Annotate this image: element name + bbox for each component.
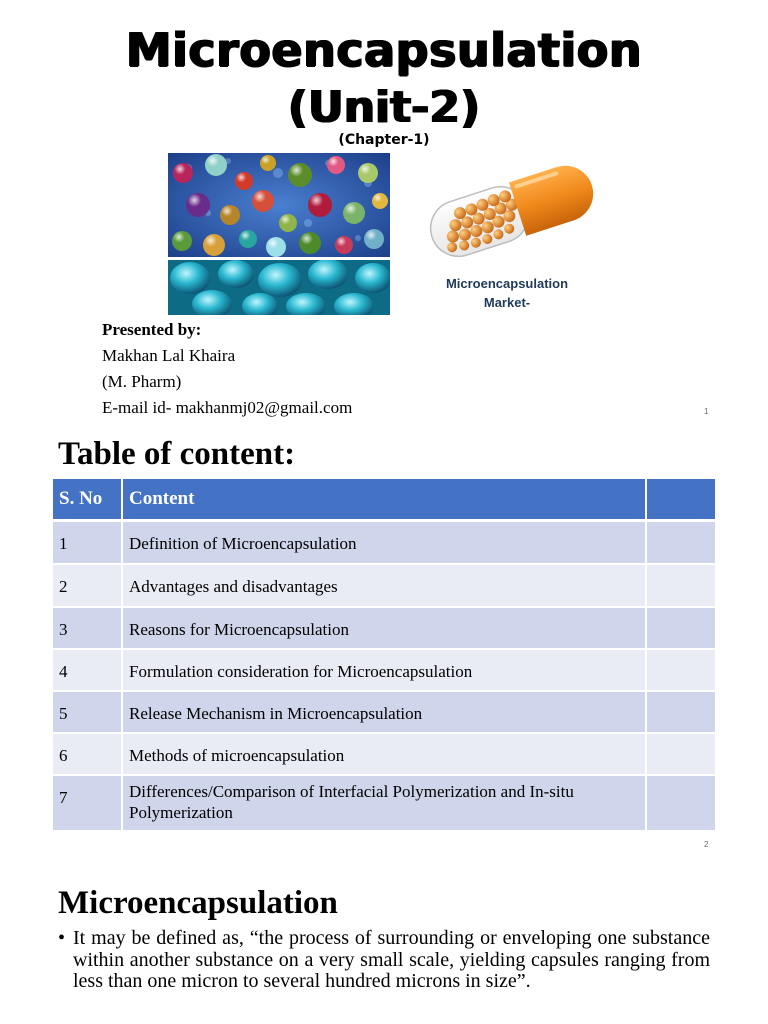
beads-photo-top <box>168 153 390 257</box>
table-row <box>53 649 715 691</box>
row-content: Reasons for Microencapsulation <box>122 607 646 649</box>
bullet-icon: • <box>58 927 66 949</box>
toc-title: Table of content: <box>58 436 296 472</box>
slide-title: Microencapsulation <box>125 23 643 77</box>
row-sno: 6 <box>53 733 122 775</box>
presented-by-label: Presented by: <box>102 320 202 339</box>
row-content: Definition of Microencapsulation <box>122 521 646 564</box>
row-extra <box>646 775 715 831</box>
row-extra <box>646 733 715 775</box>
row-content: Differences/Comparison of Interfacial Polymerization and In-situ Polymerization <box>122 775 646 831</box>
table-row <box>53 607 715 649</box>
row-content: Formulation consideration for Microencapsulation <box>122 649 646 691</box>
market-caption-line1: Microencapsulation <box>445 276 569 291</box>
row-extra <box>646 649 715 691</box>
table-row <box>53 733 715 775</box>
toc-header-sno: S. No <box>53 479 122 521</box>
toc-header-row <box>53 479 715 521</box>
section-heading: Microencapsulation <box>58 885 338 921</box>
slide-number-2: 2 <box>704 840 709 849</box>
row-sno: 7 <box>53 775 122 831</box>
beads-photo-bottom <box>168 260 390 315</box>
row-extra <box>646 521 715 564</box>
row-extra <box>646 564 715 607</box>
definition-text: It may be defined as, “the process of surrounding or enveloping one substance within another substance on a very small scale, yielding capsules ranging from less than one micron to several hundred microns in size”. <box>73 927 710 992</box>
row-extra <box>646 607 715 649</box>
toc-table <box>53 479 715 832</box>
slide-subtitle: (Unit-2) <box>287 82 481 133</box>
row-sno: 2 <box>53 564 122 607</box>
table-row <box>53 521 715 564</box>
market-caption-line2: Market- <box>483 295 531 310</box>
presenter-name: Makhan Lal Khaira <box>102 346 236 365</box>
presenter-degree: (M. Pharm) <box>102 372 182 391</box>
table-row <box>53 775 715 831</box>
slide-number-1: 1 <box>704 407 709 416</box>
presenter-email: E-mail id- makhanmj02@gmail.com <box>102 398 353 417</box>
chapter-label: (Chapter-1) <box>338 132 430 148</box>
toc-header-extra <box>646 479 715 521</box>
row-sno: 1 <box>53 521 122 564</box>
row-content: Advantages and disadvantages <box>122 564 646 607</box>
row-sno: 5 <box>53 691 122 733</box>
row-sno: 3 <box>53 607 122 649</box>
toc-header-content: Content <box>122 479 646 521</box>
definition-bullet <box>58 928 710 993</box>
row-extra <box>646 691 715 733</box>
row-sno: 4 <box>53 649 122 691</box>
row-content: Methods of microencapsulation <box>122 733 646 775</box>
market-caption <box>416 274 598 312</box>
table-row <box>53 691 715 733</box>
capsule-photo <box>416 153 606 257</box>
row-content: Release Mechanism in Microencapsulation <box>122 691 646 733</box>
table-row <box>53 564 715 607</box>
